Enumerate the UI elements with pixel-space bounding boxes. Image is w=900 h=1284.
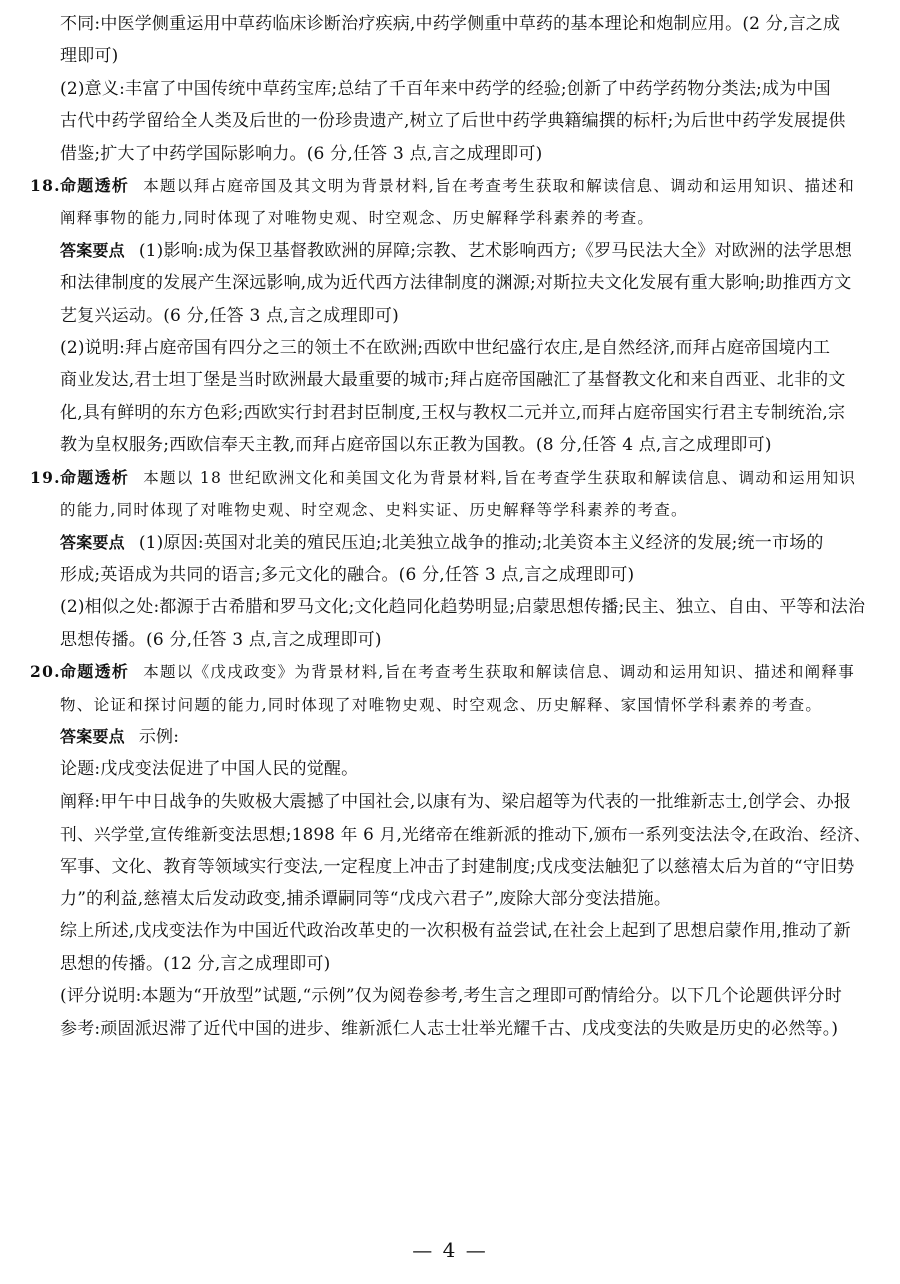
answer-text: 综上所述,戊戌变法作为中国近代政治改革史的一次积极有益尝试,在社会上起到了思想启蒙作用,推动了新 <box>60 921 851 942</box>
answer-text: 阐释:甲午中日战争的失败极大震撼了中国社会,以康有为、梁启超等为代表的一批维新志士,创学会、办报 <box>60 791 852 812</box>
q19-analysis <box>30 462 875 494</box>
q20-analysis <box>30 656 875 688</box>
scoring-note: 参考:顽固派迟滞了近代中国的进步、维新派仁人志士壮举光耀千古、戊戌变法的失败是历史的必然等。) <box>60 1018 839 1039</box>
question-number: 19. <box>30 467 61 487</box>
answer-text: (1)原因:英国对北美的殖民压迫;北美独立战争的推动;北美资本主义经济的发展;统一市场的 <box>138 532 824 553</box>
analysis-text: 本题以拜占庭帝国及其文明为背景材料,旨在考查考生获取和解读信息、调动和运用知识、描述和 <box>143 177 856 196</box>
text-line: 理即可) <box>60 46 119 67</box>
analysis-label: 命题透析 <box>60 176 130 196</box>
answer-text: 示例: <box>138 726 180 747</box>
analysis-text: 阐释事物的能力,同时体现了对唯物史观、时空观念、历史解释学科素养的考查。 <box>60 209 655 228</box>
answer-text: 和法律制度的发展产生深远影响,成为近代西方法律制度的渊源;对斯拉夫文化发展有重大影响;助推西方文 <box>60 273 852 294</box>
answer-text: (1)影响:成为保卫基督教欧洲的屏障;宗教、艺术影响西方;《罗马民法大全》对欧洲的法学思想 <box>138 240 853 261</box>
question-number: 20. <box>30 662 61 682</box>
analysis-text: 物、论证和探讨问题的能力,同时体现了对唯物史观、时空观念、历史解释、家国情怀学科素养的考查。 <box>60 695 823 714</box>
answer-text: 商业发达,君士坦丁堡是当时欧洲最大最重要的城市;拜占庭帝国融汇了基督教文化和来自西亚、北非的文 <box>60 370 846 391</box>
answer-text: 思想传播。(6 分,任答 3 点,言之成理即可) <box>60 629 382 650</box>
answer-text: 化,具有鲜明的东方色彩;西欧实行封君封臣制度,王权与教权二元并立,而拜占庭帝国实行君主专制统治,宗 <box>60 402 846 423</box>
answer-label: 答案要点 <box>60 726 125 746</box>
q18-answer <box>30 235 875 267</box>
answer-text: 力”的利益,慈禧太后发动政变,捕杀谭嗣同等“戊戌六君子”,废除大部分变法措施。 <box>60 888 672 909</box>
answer-text: 刊、兴学堂,宣传维新变法思想;1898 年 6 月,光绪帝在维新派的推动下,颁布一系列变法法令,在政治、经济、 <box>60 824 871 845</box>
answer-label: 答案要点 <box>60 240 125 260</box>
analysis-text: 的能力,同时体现了对唯物史观、时空观念、史料实证、历史解释等学科素养的考查。 <box>60 501 688 520</box>
answer-text: 论题:戊戌变法促进了中国人民的觉醒。 <box>60 759 359 780</box>
question-number: 18. <box>30 176 61 196</box>
page-number: — 4 — <box>412 1238 488 1262</box>
answer-text: (2)相似之处:都源于古希腊和罗马文化;文化趋同化趋势明显;启蒙思想传播;民主、独立、自由、平等和法治 <box>60 597 866 618</box>
scoring-note: (评分说明:本题为“开放型”试题,“示例”仅为阅卷参考,考生言之理即可酌情给分。以下几个论题供评分时 <box>60 986 842 1007</box>
text-line: 不同:中医学侧重运用中草药临床诊断治疗疾病,中药学侧重中草药的基本理论和炮制应用。(2 分,言之成 <box>60 14 841 34</box>
answer-text: (2)说明:拜占庭帝国有四分之三的领土不在欧洲;西欧中世纪盛行农庄,是自然经济,而拜占庭帝国境内工 <box>60 338 831 359</box>
analysis-label: 命题透析 <box>60 662 130 682</box>
answer-text: 形成;英语成为共同的语言;多元文化的融合。(6 分,任答 3 点,言之成理即可) <box>60 564 635 585</box>
q20-answer <box>30 721 875 753</box>
text-line: 古代中药学留给全人类及后世的一份珍贵遗产,树立了后世中药学典籍编撰的标杆;为后世中药学发展提供 <box>60 111 846 132</box>
q18-analysis <box>30 170 875 202</box>
text-line: (2)意义:丰富了中国传统中草药宝库;总结了千百年来中药学的经验;创新了中药学药物分类法;成为中国 <box>60 78 831 99</box>
q19-answer <box>30 527 875 559</box>
answer-text: 军事、文化、教育等领域实行变法,一定程度上冲击了封建制度;戊戌变法触犯了以慈禧太后为首的“守旧势 <box>60 856 855 877</box>
answer-content <box>30 8 875 1045</box>
answer-text: 思想的传播。(12 分,言之成理即可) <box>60 953 331 974</box>
analysis-label: 命题透析 <box>60 467 130 487</box>
answer-label: 答案要点 <box>60 532 125 552</box>
analysis-text: 本题以 18 世纪欧洲文化和美国文化为背景材料,旨在考查学生获取和解读信息、调动和运用知识 <box>143 468 857 487</box>
answer-text: 教为皇权服务;西欧信奉天主教,而拜占庭帝国以东正教为国教。(8 分,任答 4 点,言之成理即可) <box>60 435 772 456</box>
answer-text: 艺复兴运动。(6 分,任答 3 点,言之成理即可) <box>60 305 399 326</box>
analysis-text: 本题以《戊戌政变》为背景材料,旨在考查考生获取和解读信息、调动和运用知识、描述和阐释事 <box>143 663 856 682</box>
text-line: 借鉴;扩大了中药学国际影响力。(6 分,任答 3 点,言之成理即可) <box>60 143 543 164</box>
